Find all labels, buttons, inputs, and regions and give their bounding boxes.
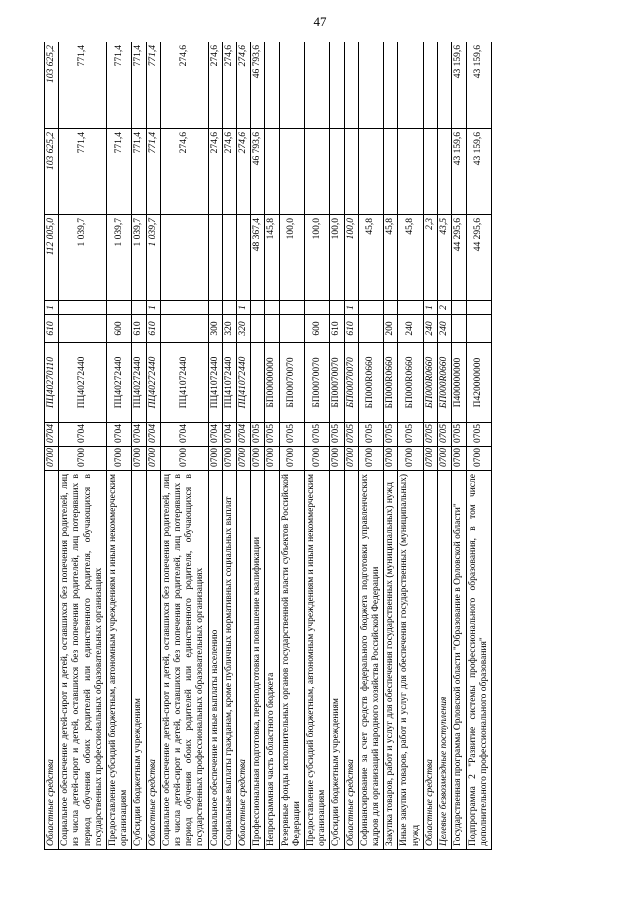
amount-3-cell [384,42,398,129]
table-row [146,42,160,850]
section-code-cell: 0700 [344,447,358,471]
budget-table [44,42,492,850]
funding-kind-cell: 1 [45,301,59,315]
subsection-code-cell: 0705 [423,423,437,447]
expense-type-cell [358,315,383,343]
amount-3-cell: 771,4 [59,42,107,129]
amount-2-cell [279,129,304,215]
table-row [438,42,452,850]
target-article-cell: ПЦ41072440 [237,343,251,423]
amount-3-cell: 274,6 [208,42,222,129]
row-name-cell: Областные средства [344,471,358,850]
section-code-cell: 0700 [384,447,398,471]
amount-1-cell: 45,8 [398,215,423,301]
funding-kind-cell [384,301,398,315]
table-row [466,42,491,850]
table-row [279,42,304,850]
funding-kind-cell [466,301,491,315]
amount-1-cell: 45,8 [384,215,398,301]
target-article-cell: БП00070070 [330,343,344,423]
table-row [398,42,423,850]
funding-kind-cell [132,301,146,315]
section-code-cell: 0700 [279,447,304,471]
amount-2-cell: 771,4 [146,129,160,215]
table-row [358,42,383,850]
row-name-cell: Социальное обеспечение детей-сирот и детей, оставшихся без попечения родителей, лиц из числа детей-сирот и детей, оставшихся без попечения родителей, лиц потерявших в период обучения обоих родителей или единственного родителя, обучающихся в государственных профессиональных образовательных организациях [160,471,208,850]
amount-2-cell: 771,4 [132,129,146,215]
amount-1-cell [222,215,236,301]
table-row [251,42,265,850]
amount-3-cell [344,42,358,129]
amount-1-cell: 1 039,7 [59,215,107,301]
amount-3-cell [265,42,279,129]
target-article-cell: П420000000 [466,343,491,423]
expense-type-cell [265,315,279,343]
section-code-cell: 0700 [438,447,452,471]
funding-kind-cell [251,301,265,315]
table-row [59,42,107,850]
subsection-code-cell: 0704 [59,423,107,447]
subsection-code-cell: 0705 [265,423,279,447]
amount-1-cell: 2,3 [423,215,437,301]
amount-1-cell: 44 295,6 [466,215,491,301]
rotated-page-content [44,42,599,850]
row-name-cell: Областные средства [237,471,251,850]
amount-3-cell [330,42,344,129]
row-name-cell: Резервные фонды исполнительных органов государственной власти субъектов Российской Федерации [279,471,304,850]
amount-3-cell [305,42,330,129]
section-code-cell: 0700 [305,447,330,471]
section-code-cell: 0700 [358,447,383,471]
expense-type-cell: 610 [330,315,344,343]
amount-2-cell [265,129,279,215]
row-name-cell: Субсидии бюджетным учреждениям [132,471,146,850]
expense-type-cell: 610 [132,315,146,343]
subsection-code-cell: 0705 [384,423,398,447]
section-code-cell: 0700 [466,447,491,471]
target-article-cell: БП00070070 [305,343,330,423]
amount-3-cell: 274,6 [222,42,236,129]
amount-2-cell: 274,6 [222,129,236,215]
funding-kind-cell [305,301,330,315]
amount-3-cell [398,42,423,129]
row-name-cell: Областные средства [45,471,59,850]
target-article-cell: ПЦ40272440 [146,343,160,423]
expense-type-cell: 600 [305,315,330,343]
row-name-cell: Субсидии бюджетным учреждениям [330,471,344,850]
amount-2-cell [398,129,423,215]
amount-2-cell: 274,6 [208,129,222,215]
funding-kind-cell [265,301,279,315]
funding-kind-cell [208,301,222,315]
row-name-cell: Социальное обеспечение и иные выплаты населению [208,471,222,850]
funding-kind-cell [279,301,304,315]
table-row [160,42,208,850]
row-name-cell: Профессиональная подготовка, переподготовка и повышение квалификации [251,471,265,850]
table-row [132,42,146,850]
row-name-cell: Областные средства [146,471,160,850]
target-article-cell: БП00070070 [344,343,358,423]
funding-kind-cell [160,301,208,315]
amount-3-cell: 771,4 [146,42,160,129]
amount-1-cell [237,215,251,301]
amount-3-cell [279,42,304,129]
target-article-cell: ПЦ40272440 [132,343,146,423]
target-article-cell: БП00070070 [279,343,304,423]
page-number: 47 [313,14,327,29]
row-name-cell: Областные средства [423,471,437,850]
amount-3-cell [438,42,452,129]
row-name-cell: Предоставление субсидий бюджетным, автономным учреждениям и иным некоммерческим организациям [305,471,330,850]
section-code-cell: 0700 [251,447,265,471]
funding-kind-cell [398,301,423,315]
amount-3-cell: 274,6 [160,42,208,129]
funding-kind-cell [222,301,236,315]
table-row [222,42,236,850]
amount-3-cell [358,42,383,129]
amount-1-cell: 112 005,0 [45,215,59,301]
target-article-cell: БП000R0660 [384,343,398,423]
subsection-code-cell: 0704 [45,423,59,447]
row-name-cell: Софинансирование за счет средств федерального бюджета подготовки управленческих кадров для организаций народного хозяйства Российской Федерации [358,471,383,850]
section-code-cell: 0700 [237,447,251,471]
table-row [208,42,222,850]
amount-2-cell: 43 159,6 [452,129,466,215]
amount-2-cell: 46 793,6 [251,129,265,215]
funding-kind-cell [330,301,344,315]
subsection-code-cell: 0705 [330,423,344,447]
table-row [452,42,466,850]
amount-3-cell: 43 159,6 [466,42,491,129]
amount-1-cell: 100,0 [279,215,304,301]
section-code-cell: 0700 [452,447,466,471]
amount-2-cell: 771,4 [59,129,107,215]
expense-type-cell: 240 [438,315,452,343]
amount-1-cell [160,215,208,301]
subsection-code-cell: 0705 [438,423,452,447]
subsection-code-cell: 0704 [146,423,160,447]
subsection-code-cell: 0705 [452,423,466,447]
section-code-cell: 0700 [45,447,59,471]
budget-table-body [45,42,492,850]
subsection-code-cell: 0704 [132,423,146,447]
table-row [107,42,132,850]
target-article-cell: БП00000000 [265,343,279,423]
expense-type-cell [279,315,304,343]
target-article-cell: ПЦ41072440 [208,343,222,423]
amount-2-cell: 274,6 [237,129,251,215]
amount-1-cell: 43,5 [438,215,452,301]
section-code-cell: 0700 [132,447,146,471]
target-article-cell: БП000R0660 [423,343,437,423]
amount-1-cell: 100,0 [305,215,330,301]
target-article-cell: БП000R0660 [398,343,423,423]
expense-type-cell [160,315,208,343]
amount-1-cell [208,215,222,301]
subsection-code-cell: 0704 [208,423,222,447]
table-row [237,42,251,850]
row-name-cell: Социальные выплаты гражданам, кроме публичных нормативных социальных выплат [222,471,236,850]
amount-3-cell: 771,4 [107,42,132,129]
subsection-code-cell: 0705 [251,423,265,447]
section-code-cell: 0700 [59,447,107,471]
section-code-cell: 0700 [330,447,344,471]
amount-2-cell: 771,4 [107,129,132,215]
section-code-cell: 0700 [208,447,222,471]
expense-type-cell [251,315,265,343]
target-article-cell [251,343,265,423]
target-article-cell: БП000R0660 [358,343,383,423]
row-name-cell: Непрограммная часть областного бюджета [265,471,279,850]
subsection-code-cell: 0705 [398,423,423,447]
target-article-cell: БП000R0660 [438,343,452,423]
section-code-cell: 0700 [265,447,279,471]
amount-1-cell: 1 039,7 [146,215,160,301]
amount-2-cell [438,129,452,215]
amount-1-cell: 44 295,6 [452,215,466,301]
row-name-cell: Государственная программа Орловской области "Образование в Орловской области" [452,471,466,850]
row-name-cell: Закупка товаров, работ и услуг для обеспечения государственных (муниципальных) нужд [384,471,398,850]
section-code-cell: 0700 [146,447,160,471]
subsection-code-cell: 0704 [160,423,208,447]
row-name-cell: Подпрограмма 2 "Развитие системы профессионального образования, в том числе дополнительного профессионального образования" [466,471,491,850]
amount-2-cell: 274,6 [160,129,208,215]
subsection-code-cell: 0704 [222,423,236,447]
section-code-cell: 0700 [423,447,437,471]
subsection-code-cell: 0705 [344,423,358,447]
row-name-cell: Социальное обеспечение детей-сирот и детей, оставшихся без попечения родителей, лиц из числа детей-сирот и детей, оставшихся без попечения родителей, лиц потерявших в период обучения обоих родителей или единственного родителя, обучающихся в государственных профессиональных образовательных организациях [59,471,107,850]
expense-type-cell: 610 [344,315,358,343]
expense-type-cell [59,315,107,343]
target-article-cell: ПЦ40270110 [45,343,59,423]
row-name-cell: Целевые безвозмездные поступления [438,471,452,850]
amount-1-cell: 100,0 [330,215,344,301]
amount-2-cell [384,129,398,215]
funding-kind-cell [59,301,107,315]
amount-3-cell: 46 793,6 [251,42,265,129]
expense-type-cell: 320 [237,315,251,343]
expense-type-cell: 600 [107,315,132,343]
subsection-code-cell: 0705 [466,423,491,447]
amount-1-cell: 48 367,4 [251,215,265,301]
amount-2-cell [358,129,383,215]
section-code-cell: 0700 [398,447,423,471]
row-name-cell: Иные закупки товаров, работ и услуг для обеспечения государственных (муниципальных) нужд [398,471,423,850]
amount-2-cell: 43 159,6 [466,129,491,215]
table-row [305,42,330,850]
amount-3-cell [423,42,437,129]
table-row [330,42,344,850]
funding-kind-cell: 1 [344,301,358,315]
expense-type-cell: 320 [222,315,236,343]
funding-kind-cell: 1 [146,301,160,315]
funding-kind-cell: 1 [237,301,251,315]
funding-kind-cell [107,301,132,315]
amount-1-cell: 1 039,7 [132,215,146,301]
subsection-code-cell: 0704 [107,423,132,447]
amount-3-cell: 43 159,6 [452,42,466,129]
expense-type-cell: 610 [146,315,160,343]
table-row [265,42,279,850]
subsection-code-cell: 0705 [305,423,330,447]
amount-1-cell: 45,8 [358,215,383,301]
target-article-cell: ПЦ41072440 [160,343,208,423]
table-row [344,42,358,850]
amount-1-cell: 1 039,7 [107,215,132,301]
amount-3-cell: 274,6 [237,42,251,129]
target-article-cell: ПЦ41072440 [222,343,236,423]
amount-3-cell: 103 625,2 [45,42,59,129]
funding-kind-cell [452,301,466,315]
amount-2-cell [305,129,330,215]
funding-kind-cell [358,301,383,315]
amount-1-cell: 100,0 [344,215,358,301]
table-row [45,42,59,850]
amount-1-cell: 145,8 [265,215,279,301]
table-row [384,42,398,850]
funding-kind-cell: 1 [423,301,437,315]
target-article-cell: ПЦ40272440 [107,343,132,423]
expense-type-cell: 240 [423,315,437,343]
amount-3-cell: 771,4 [132,42,146,129]
row-name-cell: Предоставление субсидий бюджетным, автономным учреждениям и иным некоммерческим организациям [107,471,132,850]
subsection-code-cell: 0705 [358,423,383,447]
target-article-cell: ПЦ40272440 [59,343,107,423]
subsection-code-cell: 0704 [237,423,251,447]
expense-type-cell: 200 [384,315,398,343]
section-code-cell: 0700 [222,447,236,471]
expense-type-cell: 240 [398,315,423,343]
expense-type-cell [466,315,491,343]
budget-table-area [44,42,599,850]
expense-type-cell [452,315,466,343]
amount-2-cell [423,129,437,215]
expense-type-cell: 610 [45,315,59,343]
table-row [423,42,437,850]
section-code-cell: 0700 [107,447,132,471]
funding-kind-cell: 2 [438,301,452,315]
target-article-cell: П400000000 [452,343,466,423]
section-code-cell: 0700 [160,447,208,471]
amount-2-cell [330,129,344,215]
expense-type-cell: 300 [208,315,222,343]
subsection-code-cell: 0705 [279,423,304,447]
amount-2-cell: 103 625,2 [45,129,59,215]
amount-2-cell [344,129,358,215]
